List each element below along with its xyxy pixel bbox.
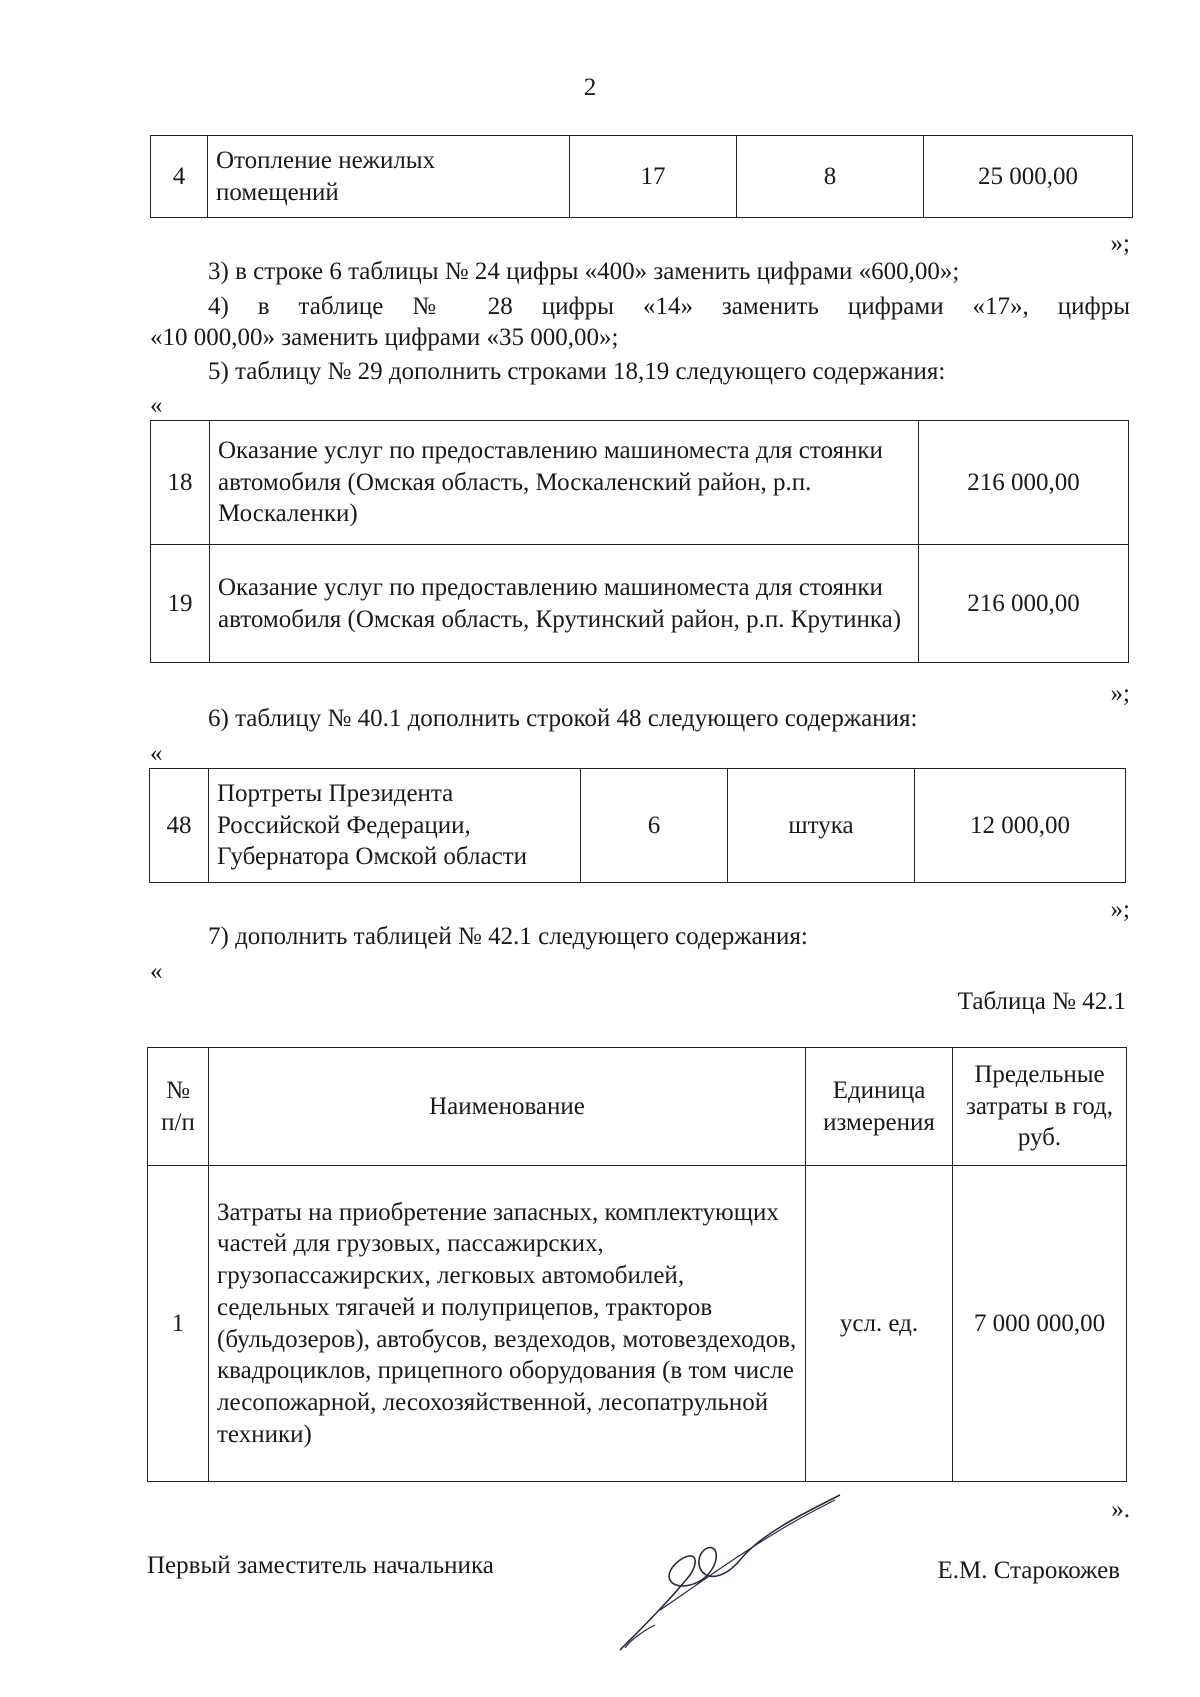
table-row xyxy=(150,769,1126,883)
closing-quote: »; xyxy=(1110,230,1130,257)
row-total: 25 000,00 xyxy=(924,136,1133,218)
table-row xyxy=(151,545,1129,663)
table-row xyxy=(151,421,1129,545)
header-limit-cost: Предельные затраты в год, руб. xyxy=(953,1048,1127,1166)
row-name: Затраты на приобретение запасных, комплектующих частей для грузовых, пассажирских, грузопассажирских, легковых автомобилей, седельных тягачей и полуприцепов, тракторов (бульдозеров), автобусов, вездеходов, мотовездеходов, квадроциклов, прицепного оборудования (в том числе лесопожарной, лесохозяйственной, лесопатрульной техники) xyxy=(209,1166,806,1482)
opening-quote: « xyxy=(150,740,163,767)
row-total: 12 000,00 xyxy=(915,769,1126,883)
row-number: 1 xyxy=(148,1166,209,1482)
item-6-text: 6) таблицу № 40.1 дополнить строкой 48 следующего содержания: xyxy=(208,705,918,732)
row-name: Портреты Президента Российской Федерации, Губернатора Омской области xyxy=(209,769,581,883)
item-3-text: 3) в строке 6 таблицы № 24 цифры «400» заменить цифрами «600,00»; xyxy=(208,258,960,285)
header-number: № п/п xyxy=(148,1048,209,1166)
table-row xyxy=(148,1166,1127,1482)
row-quantity: 17 xyxy=(570,136,737,218)
row-number: 48 xyxy=(150,769,209,883)
handwritten-signature xyxy=(600,1490,860,1660)
table-29-additions xyxy=(150,420,1129,663)
row-amount: 8 xyxy=(737,136,924,218)
row-number: 4 xyxy=(151,136,208,218)
row-name: Оказание услуг по предоставлению машиноместа для стоянки автомобиля (Омская область, Москаленский район, р.п. Москаленки) xyxy=(210,421,919,545)
row-quantity: 6 xyxy=(581,769,728,883)
row-name: Отопление нежилых помещений xyxy=(208,136,570,218)
signatory-position: Первый заместитель начальника xyxy=(147,1552,494,1579)
item-4-text-line2: «10 000,00» заменить цифрами «35 000,00»; xyxy=(150,324,619,351)
closing-quote: »; xyxy=(1110,896,1130,923)
closing-quote: »; xyxy=(1110,680,1130,707)
row-number: 19 xyxy=(151,545,210,663)
row-total: 216 000,00 xyxy=(919,421,1129,545)
table-42-1 xyxy=(147,1047,1127,1482)
table-caption: Таблица № 42.1 xyxy=(957,988,1126,1015)
continuation-table xyxy=(150,135,1133,218)
header-name: Наименование xyxy=(209,1048,806,1166)
row-total: 216 000,00 xyxy=(919,545,1129,663)
table-40-1-addition xyxy=(149,768,1126,883)
table-row xyxy=(151,136,1133,218)
row-unit: штука xyxy=(728,769,915,883)
item-4-text-line1: 4) в таблице № 28 цифры «14» заменить цифрами «17», цифры xyxy=(208,293,1130,320)
signatory-name: Е.М. Старокожев xyxy=(937,1557,1120,1584)
closing-quote: ». xyxy=(1111,1496,1130,1523)
item-7-text: 7) дополнить таблицей № 42.1 следующего содержания: xyxy=(208,923,808,950)
row-total: 7 000 000,00 xyxy=(953,1166,1127,1482)
row-number: 18 xyxy=(151,421,210,545)
page-number: 2 xyxy=(583,74,597,101)
opening-quote: « xyxy=(150,958,163,985)
item-5-text: 5) таблицу № 29 дополнить строками 18,19 следующего содержания: xyxy=(208,358,946,385)
row-unit: усл. ед. xyxy=(806,1166,953,1482)
table-header-row xyxy=(148,1048,1127,1166)
header-unit: Единица измерения xyxy=(806,1048,953,1166)
row-name: Оказание услуг по предоставлению машиноместа для стоянки автомобиля (Омская область, Крутинский район, р.п. Крутинка) xyxy=(210,545,919,663)
opening-quote: « xyxy=(150,392,163,419)
